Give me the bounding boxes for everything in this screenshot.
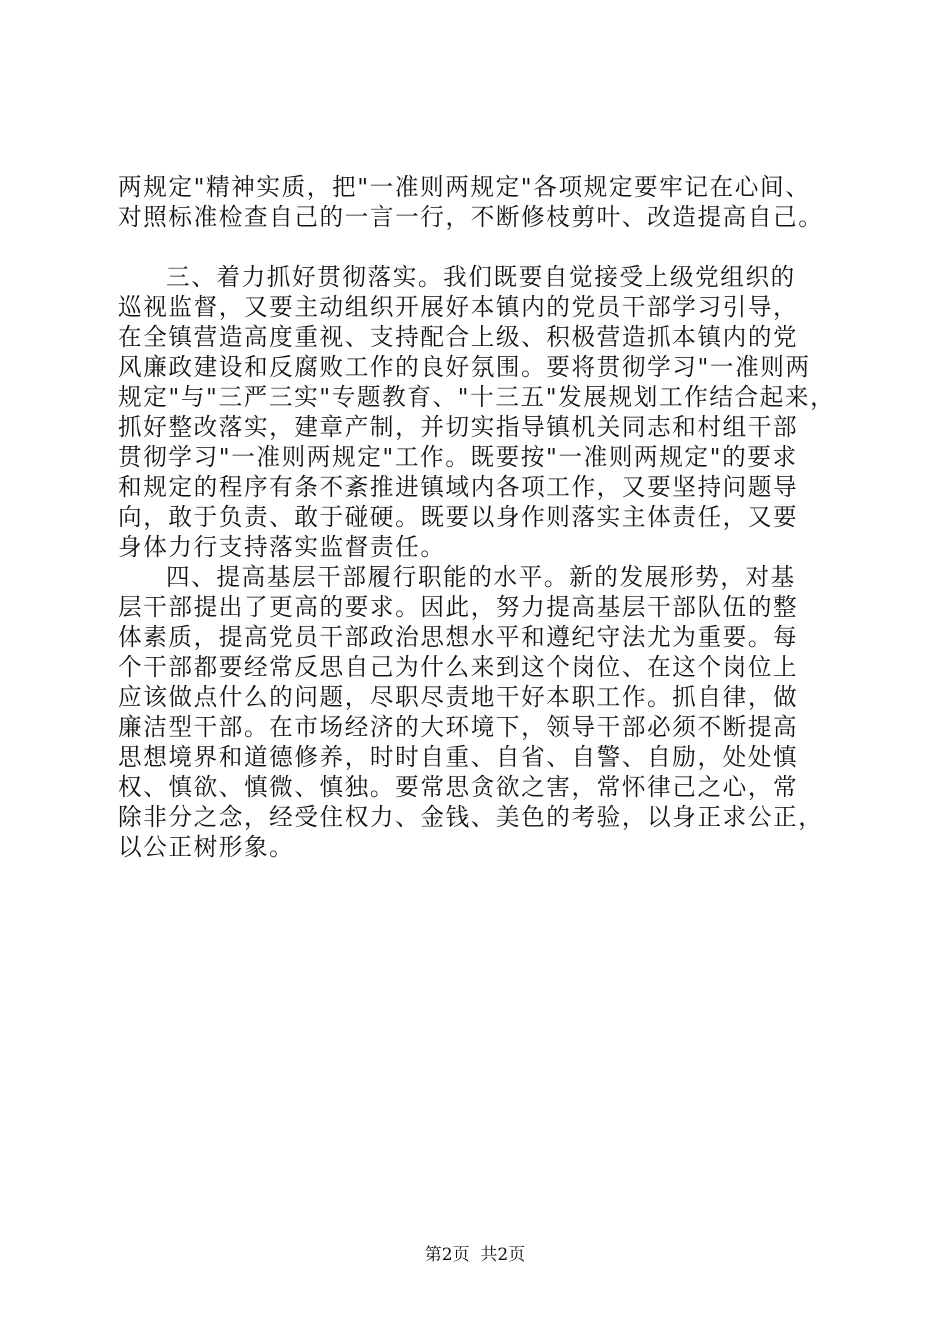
text-line: 巡视监督，又要主动组织开展好本镇内的党员干部学习引导， xyxy=(118,293,799,321)
text-line: 思想境界和道德修养，时时自重、自省、自警、自励，处处慎 xyxy=(118,743,799,771)
text-line: 抓好整改落实，建章产制，并切实指导镇机关同志和村组干部 xyxy=(118,413,799,441)
paragraph-spacer xyxy=(118,232,858,262)
text-line: 两规定"精神实质，把"一准则两规定"各项规定要牢记在心间、 xyxy=(118,173,811,201)
text-line: 贯彻学习"一准则两规定"工作。既要按"一准则两规定"的要求 xyxy=(118,443,798,471)
text-line: 体素质，提高党员干部政治思想水平和遵纪守法尤为重要。每 xyxy=(118,623,799,651)
document-body xyxy=(118,172,858,862)
paragraph-three xyxy=(118,262,858,562)
text-line: 廉洁型干部。在市场经济的大环境下，领导干部必须不断提高 xyxy=(118,713,799,741)
paragraph-continuation xyxy=(118,172,858,232)
text-line: 对照标准检查自己的一言一行，不断修枝剪叶、改造提高自己。 xyxy=(118,203,824,231)
text-line: 和规定的程序有条不紊推进镇域内各项工作，又要坚持问题导 xyxy=(118,473,799,501)
text-line: 身体力行支持落实监督责任。 xyxy=(118,533,446,561)
text-line: 以公正树形象。 xyxy=(118,833,295,861)
text-line: 四、提高基层干部履行职能的水平。新的发展形势，对基 xyxy=(166,563,796,591)
text-line: 在全镇营造高度重视、支持配合上级、积极营造抓本镇内的党 xyxy=(118,323,799,351)
text-line: 应该做点什么的问题，尽职尽责地干好本职工作。抓自律，做 xyxy=(118,683,799,711)
text-line: 除非分之念，经受住权力、金钱、美色的考验，以身正求公正， xyxy=(118,803,824,831)
paragraph-four xyxy=(118,562,858,862)
text-line: 向，敢于负责、敢于碰硬。既要以身作则落实主体责任，又要 xyxy=(118,503,799,531)
text-line: 权、慎欲、慎微、慎独。要常思贪欲之害，常怀律己之心，常 xyxy=(118,773,799,801)
page-number-footer: 第2页 共2页 xyxy=(424,1245,526,1265)
text-line: 个干部都要经常反思自己为什么来到这个岗位、在这个岗位上 xyxy=(118,653,799,681)
text-line: 层干部提出了更高的要求。因此，努力提高基层干部队伍的整 xyxy=(118,593,799,621)
text-line: 三、着力抓好贯彻落实。我们既要自觉接受上级党组织的 xyxy=(166,263,796,291)
text-line: 规定"与"三严三实"专题教育、"十三五"发展规划工作结合起来， xyxy=(118,383,836,411)
text-line: 风廉政建设和反腐败工作的良好氛围。要将贯彻学习"一准则两 xyxy=(118,353,811,381)
